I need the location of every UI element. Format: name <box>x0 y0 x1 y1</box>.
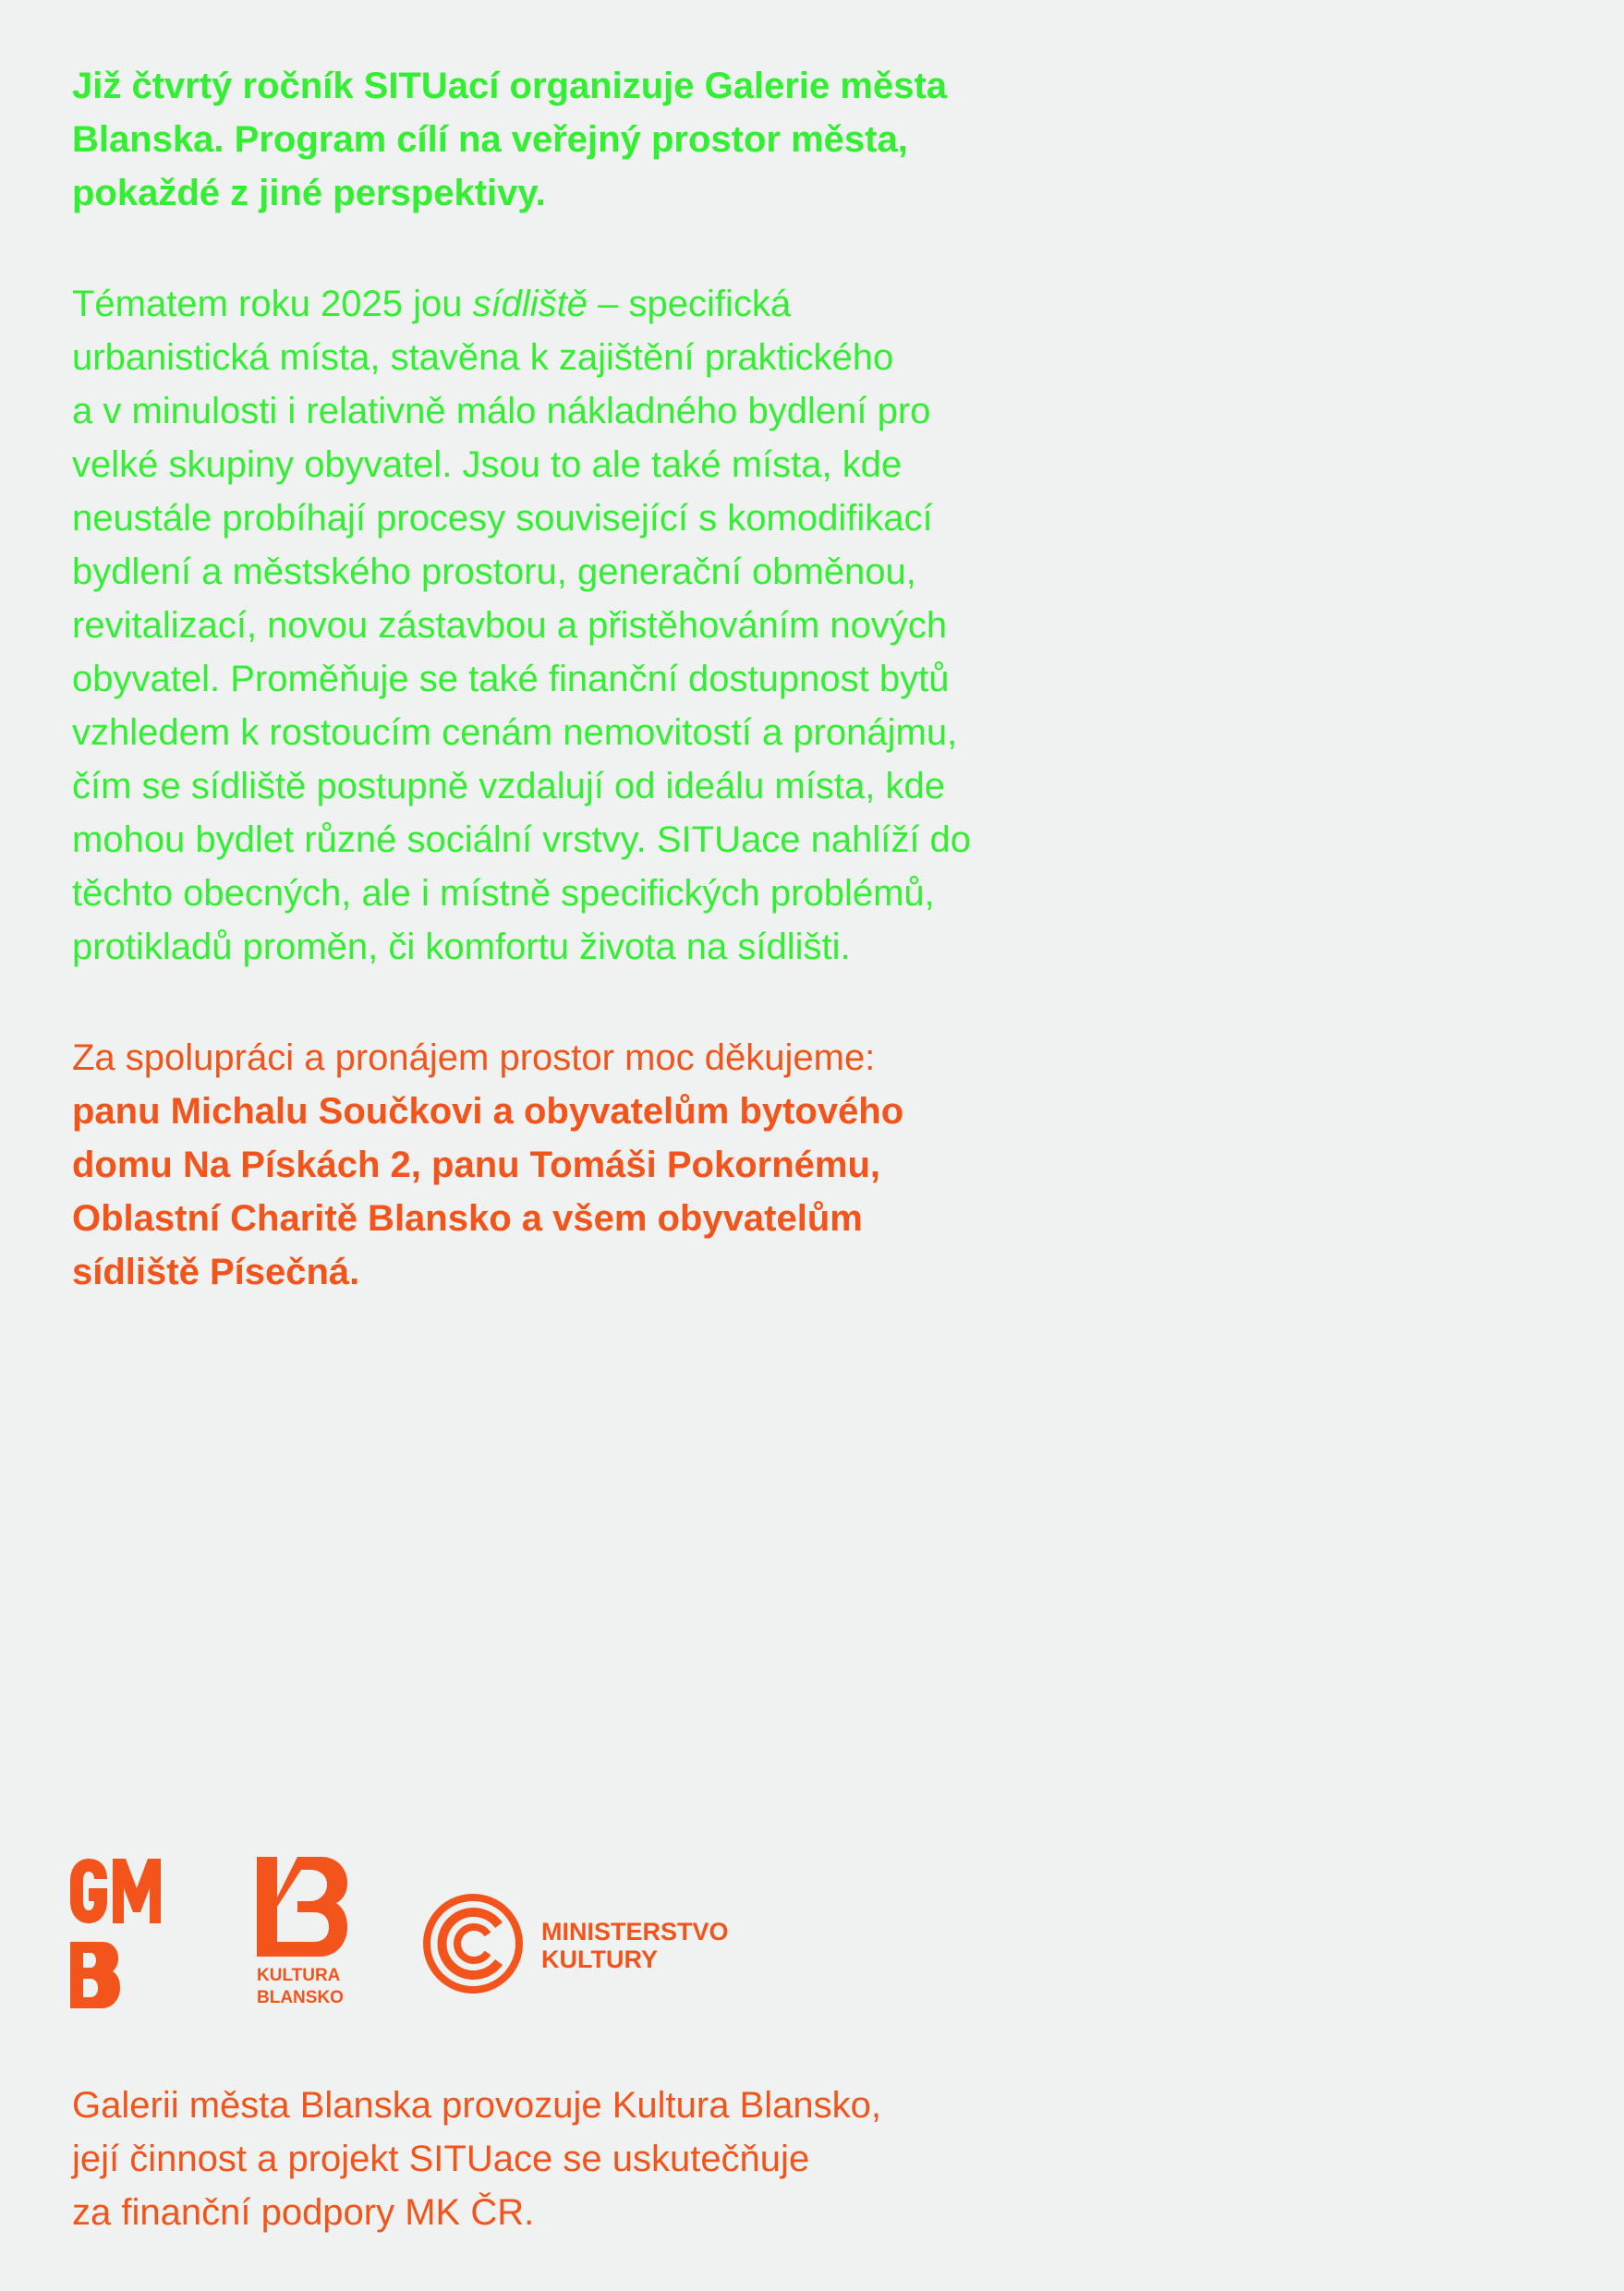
body-line-10: čím se sídliště postupně vzdalují od ideálu místa, kde <box>72 766 945 806</box>
body-line-1 <box>72 277 1107 331</box>
body-line-1-suffix: – specifická <box>588 284 792 324</box>
footer-line-2: její činnost a projekt SITUace se uskutečňuje <box>72 2139 810 2179</box>
body-line-2: urbanistická místa, stavěna k zajištění praktického <box>72 337 894 378</box>
body-paragraph <box>72 277 1107 974</box>
body-line-11: mohou bydlet různé sociální vrstvy. SITUace nahlíží do <box>72 819 972 860</box>
intro-line-1: Již čtvrtý ročník SITUací organizuje Galerie města <box>72 66 948 106</box>
body-line-7: revitalizací, novou zástavbou a přistěhováním nových <box>72 605 948 646</box>
body-line-4: velké skupiny obyvatel. Jsou to ale také místa, kde <box>72 444 903 485</box>
body-line-8: obyvatel. Proměňuje se také finanční dostupnost bytů <box>72 659 950 699</box>
intro-line-2: Blanska. Program cílí na veřejný prostor města, <box>72 119 908 160</box>
kultura-logo-line2: BLANSKO <box>257 1988 344 2007</box>
thanks-line-2: domu Na Pískách 2, panu Tomáši Pokornému, <box>72 1145 881 1185</box>
kultura-logo-line1: KULTURA <box>257 1966 341 1985</box>
intro-line-3: pokaždé z jiné perspektivy. <box>72 173 546 213</box>
thanks-line-3: Oblastní Charitě Blansko a všem obyvatelům <box>72 1198 863 1239</box>
thanks-intro: Za spolupráci a pronájem prostor moc děkujeme: <box>72 1037 876 1078</box>
body-line-9: vzhledem k rostoucím cenám nemovitostí a pronájmu, <box>72 712 958 753</box>
thanks-line-1: panu Michalu Součkovi a obyvatelům bytového <box>72 1091 904 1132</box>
body-line-3: a v minulosti i relativně málo nákladného bydlení pro <box>72 391 931 431</box>
intro-paragraph <box>72 59 1107 220</box>
footer-line-1: Galerii města Blanska provozuje Kultura Blansko, <box>72 2085 881 2126</box>
partner-logos <box>70 1857 809 2023</box>
body-line-5: neustále probíhají procesy související s komodifikací <box>72 498 933 539</box>
thanks-line-4: sídliště Písečná. <box>72 1252 360 1292</box>
gmb-logo <box>70 1857 185 2012</box>
body-line-13: protikladů proměn, či komfortu života na sídlišti. <box>72 927 851 967</box>
ministerstvo-logo-line2: KULTURY <box>541 1946 658 1973</box>
body-line-1-emphasis: sídliště <box>472 284 588 324</box>
body-line-12: těchto obecných, ale i místně specifických problémů, <box>72 873 935 914</box>
footer-paragraph <box>72 2079 1107 2239</box>
body-line-1-prefix: Tématem roku 2025 jou <box>72 284 473 324</box>
ministerstvo-kultury-logo <box>423 1894 793 1997</box>
ministerstvo-logo-line1: MINISTERSTVO <box>541 1918 729 1946</box>
body-line-6: bydlení a městského prostoru, generační obměnou, <box>72 552 916 592</box>
thanks-paragraph <box>72 1031 1107 1299</box>
footer-line-3: za finanční podpory MK ČR. <box>72 2192 535 2233</box>
kultura-blansko-logo <box>257 1857 349 2014</box>
